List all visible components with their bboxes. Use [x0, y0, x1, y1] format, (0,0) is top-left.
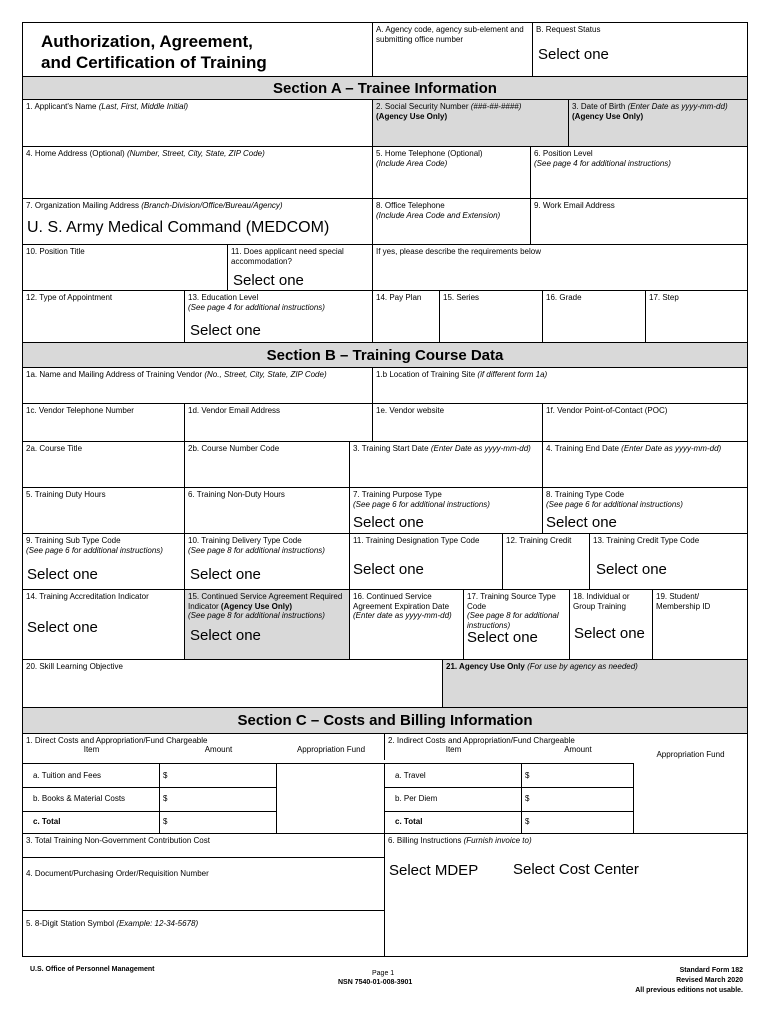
books-amount-field[interactable]: $ [160, 788, 277, 812]
training-purpose-field[interactable]: 7. Training Purpose Type (See page 6 for additional instructions) Select one [350, 488, 543, 534]
purchase-order-field[interactable]: 4. Document/Purchasing Order/Requisition Number [23, 858, 385, 911]
csa-indicator-field[interactable]: 15. Continued Service Agreement Required Indicator (Agency Use Only) (See page 8 for additional instructions) Select one [185, 590, 350, 660]
mdep-select[interactable]: Select MDEP [389, 862, 479, 879]
training-type-field[interactable]: 8. Training Type Code (See page 6 for additional instructions) Select one [543, 488, 747, 534]
csa-expiration-field[interactable]: 16. Continued Service Agreement Expiration Date (Enter date as yyyy-mm-dd) [350, 590, 464, 660]
training-site-field[interactable]: 1.b Location of Training Site (if different form 1a) [373, 368, 747, 404]
vendor-website-field[interactable]: 1e. Vendor website [373, 404, 543, 442]
direct-item-col-header: Item [83, 745, 100, 754]
footer-form-number: Standard Form 182 [679, 967, 743, 974]
indirect-total-label: c. Total [385, 812, 522, 834]
training-purpose-select[interactable]: Select one [353, 514, 424, 531]
indirect-item-col-header: Item [445, 745, 462, 754]
education-level-select[interactable]: Select one [190, 322, 261, 339]
applicant-name-field[interactable]: 1. Applicant's Name (Last, First, Middle Initial) [23, 100, 373, 147]
duty-hours-field[interactable]: 5. Training Duty Hours [23, 488, 185, 534]
direct-amount-col-header: Amount [204, 745, 233, 754]
training-credit-field[interactable]: 12. Training Credit [503, 534, 590, 590]
org-mailing-address-value: U. S. Army Medical Command (MEDCOM) [27, 219, 330, 236]
footer-nsn: NSN 7540-01-008-3901 [338, 979, 413, 986]
request-status-field[interactable]: B. Request Status Select one [533, 23, 747, 77]
csa-indicator-select[interactable]: Select one [190, 627, 261, 644]
footer-opm: U.S. Office of Personnel Management [30, 966, 155, 973]
books-label: b. Books & Material Costs [23, 788, 160, 812]
accreditation-indicator-field[interactable]: 14. Training Accreditation Indicator Select one [23, 590, 185, 660]
non-duty-hours-field[interactable]: 6. Training Non-Duty Hours [185, 488, 350, 534]
training-end-date-field[interactable]: 4. Training End Date (Enter Date as yyyy-mm-dd) [543, 442, 747, 488]
vendor-name-address-field[interactable]: 1a. Name and Mailing Address of Training Vendor (No., Street, City, State, ZIP Code) [23, 368, 373, 404]
travel-label: a. Travel [385, 763, 522, 788]
non-gov-contribution-field[interactable]: 3. Total Training Non-Government Contribution Cost [23, 834, 385, 858]
position-level-field[interactable]: 6. Position Level (See page 4 for additional instructions) [531, 147, 747, 199]
direct-total-amount-field[interactable]: $ [160, 812, 277, 834]
tuition-label: a. Tuition and Fees [23, 763, 160, 788]
delivery-type-field[interactable]: 10. Training Delivery Type Code (See page 8 for additional instructions) Select one [185, 534, 350, 590]
credit-type-select[interactable]: Select one [596, 561, 667, 578]
form-title-block [23, 23, 373, 77]
direct-fund-col-header: Appropriation Fund [296, 745, 366, 754]
pay-plan-field[interactable]: 14. Pay Plan [373, 291, 440, 343]
source-type-select[interactable]: Select one [467, 629, 538, 646]
org-mailing-address-field[interactable]: 7. Organization Mailing Address (Branch-Division/Office/Bureau/Agency) U. S. Army Medical Command (MEDCOM) [23, 199, 373, 245]
credit-type-field[interactable]: 13. Training Credit Type Code Select one [590, 534, 747, 590]
accommodation-requirements-field[interactable]: If yes, please describe the requirements below [373, 245, 747, 291]
position-title-field[interactable]: 10. Position Title [23, 245, 228, 291]
section-a-header: Section A – Trainee Information [23, 77, 747, 100]
section-c-header: Section C – Costs and Billing Information [23, 708, 747, 734]
designation-type-select[interactable]: Select one [353, 561, 424, 578]
appointment-type-field[interactable]: 12. Type of Appointment [23, 291, 185, 343]
date-of-birth-field[interactable]: 3. Date of Birth (Enter Date as yyyy-mm-dd) (Agency Use Only) [569, 100, 747, 147]
education-level-field[interactable]: 13. Education Level (See page 4 for additional instructions) Select one [185, 291, 373, 343]
office-telephone-field[interactable]: 8. Office Telephone (Include Area Code and Extension) [373, 199, 531, 245]
agency-use-field[interactable]: 21. Agency Use Only (For use by agency as needed) [443, 660, 747, 708]
indirect-costs-header: 2. Indirect Costs and Appropriation/Fund Chargeable [388, 736, 575, 745]
grade-field[interactable]: 16. Grade [543, 291, 646, 343]
indirect-fund-col-header: Appropriation Fund [656, 750, 725, 759]
request-status-select[interactable]: Select one [538, 46, 609, 63]
series-field[interactable]: 15. Series [440, 291, 543, 343]
indirect-appropriation-fund-field[interactable] [634, 763, 747, 834]
footer-page-number: Page 1 [372, 970, 395, 977]
membership-id-field[interactable]: 19. Student/ Membership ID [653, 590, 747, 660]
tuition-amount-field[interactable]: $ [160, 763, 277, 788]
individual-group-select[interactable]: Select one [574, 625, 645, 642]
cost-center-select[interactable]: Select Cost Center [513, 861, 639, 878]
direct-costs-header: 1. Direct Costs and Appropriation/Fund Chargeable [23, 734, 385, 760]
direct-appropriation-fund-field[interactable] [277, 763, 385, 834]
home-telephone-field[interactable]: 5. Home Telephone (Optional) (Include Area Code) [373, 147, 531, 199]
special-accommodation-select[interactable]: Select one [233, 272, 304, 289]
indirect-amount-col-header: Amount [564, 745, 592, 754]
per-diem-label: b. Per Diem [385, 788, 522, 812]
vendor-email-field[interactable]: 1d. Vendor Email Address [185, 404, 373, 442]
sf182-form [22, 22, 748, 957]
station-symbol-field[interactable]: 5. 8-Digit Station Symbol (Example: 12-34-5678) [23, 911, 385, 956]
travel-amount-field[interactable]: $ [522, 763, 634, 788]
course-title-field[interactable]: 2a. Course Title [23, 442, 185, 488]
delivery-type-select[interactable]: Select one [190, 566, 261, 583]
training-subtype-field[interactable]: 9. Training Sub Type Code (See page 6 for additional instructions) Select one [23, 534, 185, 590]
vendor-telephone-field[interactable]: 1c. Vendor Telephone Number [23, 404, 185, 442]
ssn-field[interactable]: 2. Social Security Number (###-##-####) (Agency Use Only) [373, 100, 569, 147]
training-subtype-select[interactable]: Select one [27, 566, 98, 583]
work-email-field[interactable]: 9. Work Email Address [531, 199, 747, 245]
vendor-poc-field[interactable]: 1f. Vendor Point-of-Contact (POC) [543, 404, 747, 442]
training-start-date-field[interactable]: 3. Training Start Date (Enter Date as yyyy-mm-dd) [350, 442, 543, 488]
form-title: Authorization, Agreement, and Certification of Training [41, 32, 267, 72]
home-address-field[interactable]: 4. Home Address (Optional) (Number, Street, City, State, ZIP Code) [23, 147, 373, 199]
footer-editions: All previous editions not usable. [635, 987, 743, 994]
individual-group-field[interactable]: 18. Individual or Group Training Select one [570, 590, 653, 660]
direct-total-label: c. Total [23, 812, 160, 834]
section-b-header: Section B – Training Course Data [23, 343, 747, 368]
skill-objective-field[interactable]: 20. Skill Learning Objective [23, 660, 443, 708]
training-type-select[interactable]: Select one [546, 514, 617, 531]
step-field[interactable]: 17. Step [646, 291, 747, 343]
designation-type-field[interactable]: 11. Training Designation Type Code Select one [350, 534, 503, 590]
indirect-total-amount-field[interactable]: $ [522, 812, 634, 834]
course-number-field[interactable]: 2b. Course Number Code [185, 442, 350, 488]
agency-code-field[interactable]: A. Agency code, agency sub-element and submitting office number [373, 23, 533, 77]
billing-instructions-field[interactable]: 6. Billing Instructions (Furnish invoice to) Select MDEP Select Cost Center [388, 836, 639, 879]
per-diem-amount-field[interactable]: $ [522, 788, 634, 812]
footer-revised: Revised March 2020 [676, 977, 743, 984]
source-type-field[interactable]: 17. Training Source Type Code (See page 8 for additional instructions) Select one [464, 590, 570, 660]
accreditation-indicator-select[interactable]: Select one [27, 619, 98, 636]
special-accommodation-field[interactable]: 11. Does applicant need special accommodation? Select one [228, 245, 373, 291]
